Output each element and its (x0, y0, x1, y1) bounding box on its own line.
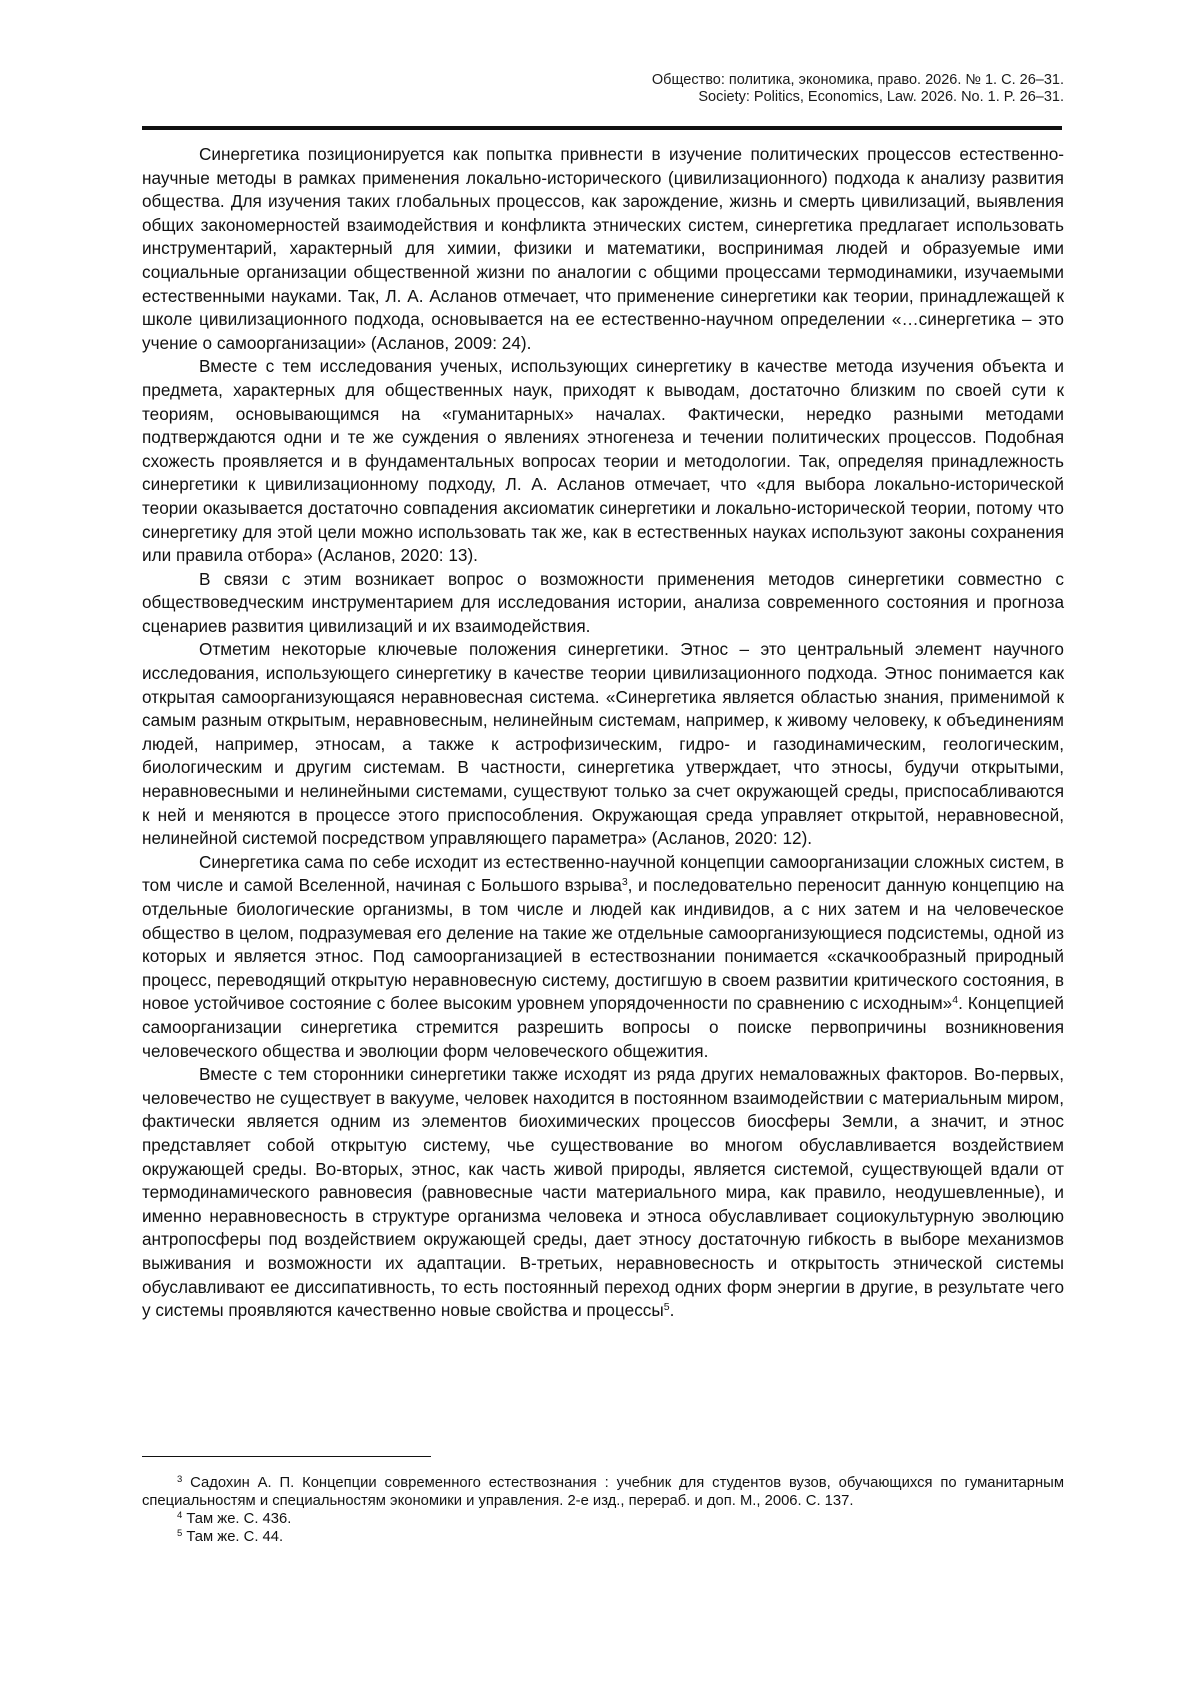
header-citation-en: Society: Politics, Economics, Law. 2026. No. 1. P. 26–31. (698, 89, 1064, 105)
paragraph-2: Вместе с тем исследования ученых, использующих синергетику в качестве метода изучения объекта и предмета, характерных для общественных наук, приходят к выводам, достаточно близким по своей сути к теориям, основывающимся на «гуманитарных» началах. Фактически, нередко разными методами подтверждаются одни и те же суждения о явлениях этногенеза и течении политических процессов. Подобная схожесть проявляется и в фундаментальных вопросах теории и методологии. Так, определяя принадлежность синергетики к цивилизационному подходу, Л. А. Асланов отмечает, что «для выбора локально-исторической теории оказывается достаточно совпадения аксиоматик синергетики и локально-исторической теории, потому что синергетику для этой цели можно использовать так же, как в естественных науках используют законы сохранения или правила отбора» (Асланов, 2020: 13). (142, 356, 1064, 566)
paragraph-4: Отметим некоторые ключевые положения синергетики. Этнос – это центральный элемент научного исследования, использующего синергетику в качестве теории цивилизационного подхода. Этнос понимается как открытая самоорганизующаяся неравновесная система. «Синергетика является областью знания, применимой к самым разным открытым, неравновесным, нелинейным системам, например, к живому человеку, к объединениям людей, например, этносам, а также к астрофизическим, гидро- и газодинамическим, геологическим, биологическим и другим системам. В частности, синергетика утверждает, что этносы, будучи открытыми, неравновесными и нелинейными системами, существуют только за счет окружающей среды, приспосабливаются к ней и меняются в процессе этого приспособления. Окружающая среда управляет открытой, неравновесной, нелинейной системой посредством управляющего параметра» (Асланов, 2020: 12). (142, 639, 1064, 849)
paragraph-6 (142, 1063, 1064, 1323)
paragraph-5-text-a: Синергетика сама по себе исходит из естественно-научной концепции самоорганизации сложных систем, в том числе и самой Вселенной, начиная с Большого взрыва (142, 851, 1064, 896)
paragraph-6-text-a: Вместе с тем сторонники синергетики также исходят из ряда других немаловажных факторов. Во-первых, человечество не существует в вакууме, человек находится в постоянном взаимодействии с материальным миром, фактически является одним из элементов биохимических процессов биосферы Земли, а значит, и этнос представляет собой открытую систему, чье существование во многом обуславливается воздействием окружающей среды. Во-вторых, этнос, как часть живой природы, является системой, существующей вдали от термодинамического равновесия (равновесные части материального мира, как правило, неодушевленные), и именно неравновесность в структуре организма человека и этноса обуславливает социокультурную эволюцию антропосферы под воздействием окружающей среды, дает этносу достаточную гибкость в выборе механизмов выживания и возможности их адаптации. В-третьих, неравновесность и открытость этнической системы обуславливают ее диссипативность, то есть постоянный переход одних форм энергии в другие, в результате чего у системы проявляются качественно новые свойства и процессы (142, 1064, 1064, 1321)
footnote-number: 5 (177, 1528, 183, 1539)
paragraph-5 (142, 851, 1064, 1063)
paragraph-6-text-b: . (669, 1300, 675, 1321)
footnote-ref-4[interactable]: 4 (952, 994, 959, 1007)
footnote-3 (142, 1474, 1064, 1510)
running-header (652, 72, 1064, 106)
footnote-ref-3[interactable]: 3 (621, 876, 628, 889)
header-citation-ru: Общество: политика, экономика, право. 2026. № 1. С. 26–31. (651, 72, 1064, 88)
paragraph-5-text-c: . Концепцией самоорганизации синергетика стремится разрешить вопросы о поиске первопричины возникновения человеческого общества и эволюции форм человеческого общежития. (142, 993, 1064, 1061)
paragraph-1: Синергетика позиционируется как попытка привнести в изучение политических процессов естественно-научные методы в рамках применения локально-исторического (цивилизационного) подхода к анализу развития общества. Для изучения таких глобальных процессов, как зарождение, жизнь и смерть цивилизаций, выявления общих закономерностей взаимодействия и конфликта этнических систем, синергетика предлагает использовать инструментарий, характерный для химии, физики и математики, воспринимая людей и образуемые ими социальные организации общественной жизни по аналогии с общими процессами термодинамики, изучаемыми естественными науками. Так, Л. А. Асланов отмечает, что применение синергетики как теории, принадлежащей к школе цивилизационного подхода, основывается на ее естественно-научном определении «…синергетика – это учение о самоорганизации» (Асланов, 2009: 24). (142, 144, 1064, 353)
footnotes (142, 1474, 1064, 1546)
footnote-4 (142, 1510, 1064, 1528)
footnote-number: 3 (177, 1474, 183, 1485)
footnote-5 (142, 1528, 1064, 1546)
footnote-ref-5[interactable]: 5 (663, 1301, 670, 1314)
header-divider (142, 126, 1062, 130)
footnote-number: 4 (177, 1510, 183, 1521)
footnote-text: Садохин А. П. Концепции современного естествознания : учебник для студентов вузов, обучающихся по гуманитарным специальностям и специальностям экономики и управления. 2-е изд., перераб. и доп. М., 2006. С. 137. (142, 1475, 1064, 1509)
footnote-text: Там же. С. 44. (182, 1529, 284, 1545)
footnote-text: Там же. С. 436. (182, 1511, 292, 1527)
paragraph-3: В связи с этим возникает вопрос о возможности применения методов синергетики совместно с обществоведческим инструментарием для исследования истории, анализа современного состояния и прогноза сценариев развития цивилизаций и их взаимодействия. (142, 568, 1064, 636)
paragraph-5-text-b: , и последовательно переносит данную концепцию на отдельные биологические организмы, в том числе и людей как индивидов, а с них затем и на человеческое общество в целом, подразумевая его деление на такие же отдельные самоорганизующиеся подсистемы, одной из которых и является этнос. Под самоорганизацией в естествознании понимается «скачкообразный природный процесс, переводящий открытую неравновесную систему, достигшую в своем развитии критического состояния, в новое устойчивое состояние с более высоким уровнем упорядоченности по сравнению с исходным» (142, 875, 1064, 1014)
footnote-divider (142, 1456, 431, 1457)
article-body (142, 143, 1064, 1323)
